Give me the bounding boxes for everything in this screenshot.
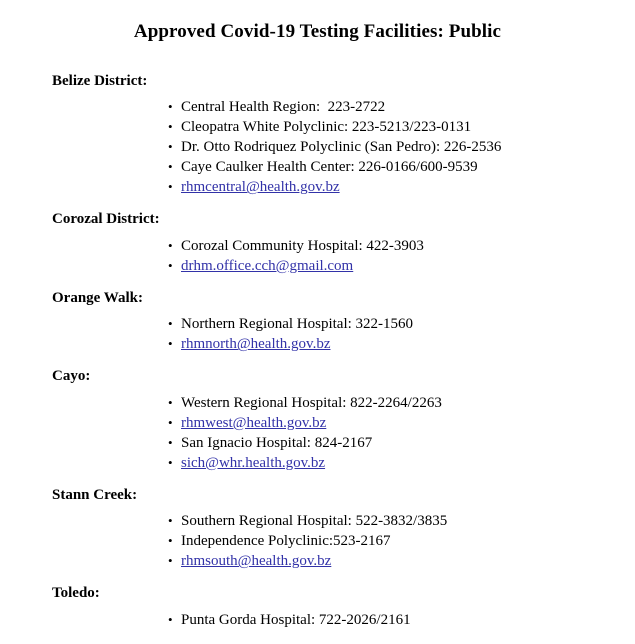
facility-label: Caye Caulker Health Center: 226-0166/600-9539 bbox=[181, 159, 478, 176]
district-section bbox=[0, 585, 635, 644]
facility-list-item bbox=[168, 511, 635, 531]
facility-list bbox=[0, 97, 635, 197]
email-list-item[interactable] bbox=[168, 256, 635, 276]
facility-list bbox=[0, 314, 635, 354]
facility-list bbox=[0, 236, 635, 276]
facility-list-item bbox=[168, 157, 635, 177]
page-title: Approved Covid-19 Testing Facilities: Public bbox=[133, 21, 502, 42]
district-section bbox=[0, 368, 635, 487]
facility-label: San Ignacio Hospital: 824-2167 bbox=[181, 434, 373, 451]
bullet-icon: • bbox=[168, 316, 173, 332]
facility-list-item bbox=[168, 117, 635, 137]
facility-label: Central Health Region: 223-2722 bbox=[181, 99, 386, 116]
district-sections bbox=[0, 73, 635, 644]
section-spacer bbox=[0, 197, 635, 211]
email-link[interactable]: rhmwest@health.gov.bz bbox=[181, 414, 327, 431]
facility-list-item bbox=[168, 610, 635, 630]
bullet-icon: • bbox=[168, 119, 173, 135]
bullet-icon: • bbox=[168, 513, 173, 529]
email-link[interactable]: sich@whr.health.gov.bz bbox=[181, 454, 326, 471]
facility-list bbox=[0, 610, 635, 630]
facility-label: Dr. Otto Rodriquez Polyclinic (San Pedro): 226-2536 bbox=[181, 139, 502, 156]
facility-list bbox=[0, 393, 635, 473]
email-list-item[interactable] bbox=[168, 334, 635, 354]
email-link[interactable]: rhmsouth@health.gov.bz bbox=[181, 553, 332, 570]
bullet-icon: • bbox=[168, 394, 173, 410]
district-section bbox=[0, 73, 635, 212]
email-list-item[interactable] bbox=[168, 551, 635, 571]
facility-label: Western Regional Hospital: 822-2264/2263 bbox=[181, 394, 442, 411]
bullet-icon: • bbox=[168, 533, 173, 549]
facility-list-item bbox=[168, 393, 635, 413]
section-spacer bbox=[0, 630, 635, 644]
district-heading: Orange Walk: bbox=[52, 289, 143, 306]
facility-list-item bbox=[168, 531, 635, 551]
district-section bbox=[0, 211, 635, 290]
bullet-icon: • bbox=[168, 99, 173, 115]
section-spacer bbox=[0, 473, 635, 487]
district-heading: Cayo: bbox=[52, 368, 91, 385]
section-spacer bbox=[0, 571, 635, 585]
district-section bbox=[0, 290, 635, 369]
bullet-icon: • bbox=[168, 139, 173, 155]
district-heading: Belize District: bbox=[52, 72, 148, 89]
email-link[interactable]: rhmnorth@health.gov.bz bbox=[181, 336, 331, 353]
bullet-icon: • bbox=[168, 611, 173, 627]
facility-list bbox=[0, 511, 635, 571]
facility-label: Cleopatra White Polyclinic: 223-5213/223-0131 bbox=[181, 119, 472, 136]
facility-label: Punta Gorda Hospital: 722-2026/2161 bbox=[181, 611, 411, 628]
facility-list-item bbox=[168, 236, 635, 256]
bullet-icon: • bbox=[168, 237, 173, 253]
email-link[interactable]: drhm.office.cch@gmail.com bbox=[181, 257, 354, 274]
email-list-item[interactable] bbox=[168, 177, 635, 197]
bullet-icon: • bbox=[168, 257, 173, 273]
section-spacer bbox=[0, 276, 635, 290]
email-list-item[interactable] bbox=[168, 413, 635, 433]
bullet-icon: • bbox=[168, 434, 173, 450]
facility-list-item bbox=[168, 137, 635, 157]
bullet-icon: • bbox=[168, 179, 173, 195]
bullet-icon: • bbox=[168, 414, 173, 430]
facility-label: Corozal Community Hospital: 422-3903 bbox=[181, 237, 424, 254]
bullet-icon: • bbox=[168, 336, 173, 352]
email-link[interactable]: rhmcentral@health.gov.bz bbox=[181, 179, 340, 196]
email-list-item[interactable] bbox=[168, 453, 635, 473]
district-heading: Toledo: bbox=[52, 585, 100, 602]
facility-list-item bbox=[168, 97, 635, 117]
facility-label: Northern Regional Hospital: 322-1560 bbox=[181, 316, 414, 333]
facility-label: Southern Regional Hospital: 522-3832/3835 bbox=[181, 513, 448, 530]
bullet-icon: • bbox=[168, 159, 173, 175]
district-heading: Corozal District: bbox=[52, 211, 160, 228]
bullet-icon: • bbox=[168, 553, 173, 569]
district-heading: Stann Creek: bbox=[52, 486, 138, 503]
section-spacer bbox=[0, 354, 635, 368]
facility-list-item bbox=[168, 433, 635, 453]
facility-list-item bbox=[168, 314, 635, 334]
district-section bbox=[0, 487, 635, 586]
facility-label: Independence Polyclinic:523-2167 bbox=[181, 533, 391, 550]
bullet-icon: • bbox=[168, 454, 173, 470]
